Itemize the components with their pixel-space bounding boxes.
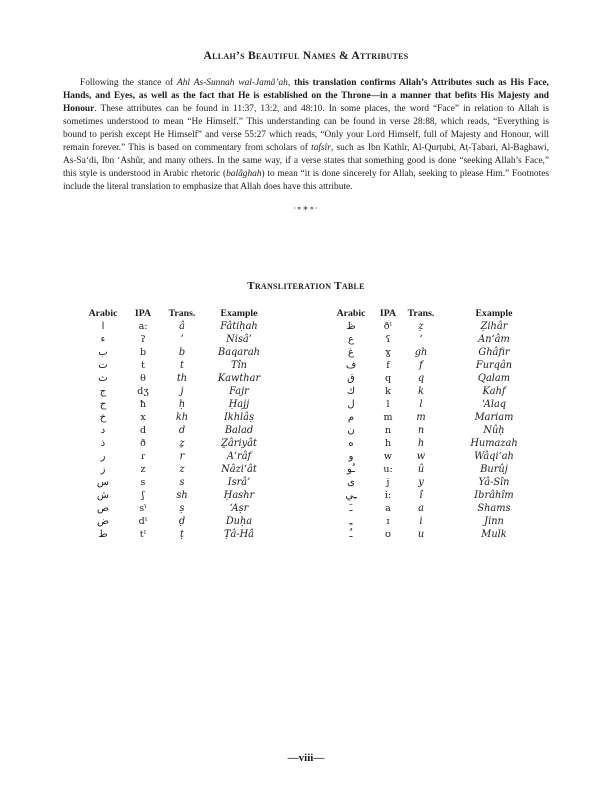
example-word: Shams [477,503,511,514]
ipa-value: b [139,347,147,358]
ipa-value: ʊ [385,529,391,540]
ipa-value: ɾ [140,451,146,462]
transliteration-value: ṣ [179,503,185,514]
ipa-value: s [140,477,146,488]
ipa-value: h [384,438,392,449]
transliteration-value: q [417,373,425,384]
transliteration-value: î [419,490,423,501]
transliteration-value: r [179,451,185,462]
transliteration-value: a [418,503,424,514]
ipa-value: q [384,373,392,384]
example-word: Duḥa [225,516,253,527]
transliteration-value: â [179,321,185,332]
ipa-value: z [140,464,146,475]
example-word: Baqarah [218,347,260,358]
example-word: Fajr [229,386,249,397]
paragraph-segment: , such as Ibn Kathîr, Al-Qurṭubi, Aṭ-Ṭabari, Al-Baghawi, As-Sa‘di, Ibn ‘Ashûr, and many others. In the same way, if a verse states that something good is done “seeking Allah’s Face,” this style is understood in Arabic rhetoric ( [63,143,549,179]
transliteration-table-left [83,307,277,541]
example-word: Humazah [470,438,518,449]
example-word: Ẕâriyât [221,438,257,449]
arabic-letter: ش [96,490,110,501]
column-header: Arabic [88,308,118,319]
example-word: A‘râf [226,451,252,462]
transliteration-value: ẓ [418,321,424,332]
example-word: Nisâ’ [226,334,252,345]
example-word: Jinn [484,516,504,527]
page-title: Allah’s Beautiful Names & Attributes [203,50,409,62]
transliteration-value: kh [175,412,189,423]
intro-paragraph [63,77,549,194]
ipa-value: sˤ [139,503,147,514]
ipa-value: x [140,412,146,423]
example-word: Fâtiḥah [220,321,258,332]
example-word: Furqân [475,360,513,371]
ipa-value: u: [383,464,393,475]
transliteration-value: ṭ [180,529,184,540]
transliteration-value: th [176,373,188,384]
transliteration-value: ’ [180,334,184,345]
arabic-letter: ـِي [345,490,357,501]
ipa-value: d [139,425,147,436]
transliteration-value: ḥ [178,399,186,410]
transliteration-value: l [419,399,423,410]
ipa-value: t [141,360,145,371]
ipa-value: f [386,360,390,371]
arabic-letter: ظ [346,321,356,332]
ipa-value: ʃ [141,490,145,501]
example-word: Ibrâhîm [474,490,514,501]
ipa-value: n [384,425,392,436]
column-header: IPA [379,308,397,319]
example-word: Nûḥ [483,425,505,436]
transliteration-value: w [416,451,426,462]
arabic-letter: ـُو [346,464,356,475]
arabic-letter: س [96,477,110,488]
paragraph-segment: Ahl As-Sunnah wal-Jamâ’ah [177,78,288,88]
arabic-letter: ق [347,373,355,384]
arabic-letter: ت [98,360,108,371]
column-header: Arabic [336,308,366,319]
transliteration-table [63,307,549,543]
paragraph-segment: tafsîr [311,143,331,153]
transliteration-value: ẕ [179,438,185,449]
arabic-letter: ذ [100,438,106,449]
column-header: Trans. [407,308,435,319]
example-word: Isrâ’ [227,477,251,488]
transliteration-value: k [418,386,424,397]
transliteration-value: j [180,386,184,397]
ipa-value: m [383,412,393,423]
ipa-value: i: [384,490,392,501]
transliteration-value: b [178,347,186,358]
page-number: —viii— [287,752,325,764]
transliteration-value: z [179,464,185,475]
transliteration-value: t [180,360,184,371]
arabic-letter: ه [348,438,354,449]
transliteration-value: gh [414,347,428,358]
example-word: Mariam [474,412,514,423]
arabic-letter: و [348,451,354,462]
transliteration-value: i [419,516,423,527]
arabic-letter: ج [99,386,107,397]
arabic-letter: ء [100,334,106,345]
transliteration-value: û [417,464,425,475]
column-header: Example [475,308,513,319]
arabic-letter: ع [348,334,354,345]
example-word: Ḥajj [228,399,250,410]
arabic-letter: غ [348,347,354,358]
arabic-letter: م [347,412,355,423]
paragraph-segment: , [287,78,295,88]
example-word: Qalam [477,373,511,384]
transliteration-table-right [329,307,549,541]
example-word: Nâzi‘ât [221,464,257,475]
column-header: Example [220,308,258,319]
ipa-value: ɪ [386,516,390,527]
arabic-letter: ك [346,386,356,397]
transliteration-value: d [178,425,186,436]
paragraph-segment: . These attributes can be found in 11:37, 13:2, and 48:10. In some places, the word “Face” in relation to Allah is sometimes understood to mean “He Himself.” This understanding can be found in verse 28:88, which reads, “Everything is bound to perish except He Himself” and verse 55:27 which reads, “Only your Lord Himself, full of Majesty and Honour, will remain forever.” This is based on commentary from scholars of [63,104,549,153]
arabic-letter: د [100,425,106,436]
arabic-letter: ط [98,529,108,540]
paragraph-segment: balâghah [226,169,262,179]
ipa-value: tˤ [139,529,147,540]
example-word: Ikhlâṣ [223,412,255,423]
example-word: Kawthar [217,373,261,384]
arabic-letter: ل [347,399,355,410]
example-word: Balad [224,425,254,436]
transliteration-value: m [416,412,426,423]
ipa-value: a [385,503,391,514]
example-word: Ḥashr [223,490,255,501]
ipa-value: ʕ [385,334,391,345]
column-header: IPA [134,308,152,319]
arabic-letter: ـُ [349,529,353,540]
arabic-letter: ر [100,451,106,462]
column-header: Trans. [168,308,196,319]
example-word: Wâqi‘ah [474,451,514,462]
ipa-value: k [385,386,391,397]
arabic-letter: ب [98,347,108,358]
ipa-value: dʒ [137,386,149,397]
transliteration-value: f [419,360,423,371]
arabic-letter: ز [100,464,106,475]
ipa-value: dˤ [138,516,148,527]
arabic-letter: خ [99,412,107,423]
example-word: Ṭâ-Hâ [223,529,255,540]
arabic-letter: ث [98,373,108,384]
ipa-value: ʔ [140,334,146,345]
ipa-value: ðˤ [383,321,393,332]
arabic-letter: ص [96,503,110,514]
transliteration-table-heading: Transliteration Table [247,280,365,292]
arabic-letter: ن [347,425,355,436]
paragraph-segment: Following the stance of [80,78,177,88]
ipa-value: ð [140,438,146,449]
ipa-value: w [383,451,393,462]
transliteration-value: sh [176,490,188,501]
example-word: Yâ-Sîn [478,477,510,488]
ipa-value: ɣ [385,347,391,358]
arabic-letter: ض [96,516,110,527]
example-word: ‘Aṣr [229,503,249,514]
transliteration-value: ‘ [419,334,423,345]
transliteration-value: u [417,529,425,540]
example-word: ‘Alaq [481,399,507,410]
example-word: Burûj [480,464,508,475]
example-word: Mulk [481,529,507,540]
paragraph-segment: this translation confirms Allah’s Attributes such as His Face, Hands, and Eyes, as well as the fact that He is established on the Throne—in a manner that befits His Majesty and Honour [63,78,549,114]
ipa-value: a: [138,321,148,332]
transliteration-value: h [417,438,425,449]
ornament-divider-icon: ∙∘∗∘∙ [293,203,319,213]
transliteration-value: n [417,425,425,436]
arabic-letter: ا [101,321,105,332]
paragraph-segment: ) to mean “it is done sincerely for Allah, seeking to please Him.” Footnotes include the literal translation to emphasize that Allah does have this attribute. [63,169,550,192]
example-word: Tîn [231,360,247,371]
example-word: Ẓihâr [480,321,508,332]
arabic-letter: ى [347,477,355,488]
example-word: An‘âm [478,334,510,345]
ipa-value: θ [140,373,146,384]
ipa-value: l [386,399,390,410]
example-word: Ghâfir [478,347,510,358]
ipa-value: ħ [139,399,147,410]
arabic-letter: ف [345,360,357,371]
transliteration-value: s [179,477,185,488]
arabic-letter: ح [99,399,107,410]
arabic-letter: ـِ [349,516,353,527]
arabic-letter: ـَ [349,503,353,514]
example-word: Kahf [482,386,506,397]
ipa-value: j [386,477,390,488]
transliteration-value: ḍ [178,516,186,527]
transliteration-value: y [418,477,424,488]
